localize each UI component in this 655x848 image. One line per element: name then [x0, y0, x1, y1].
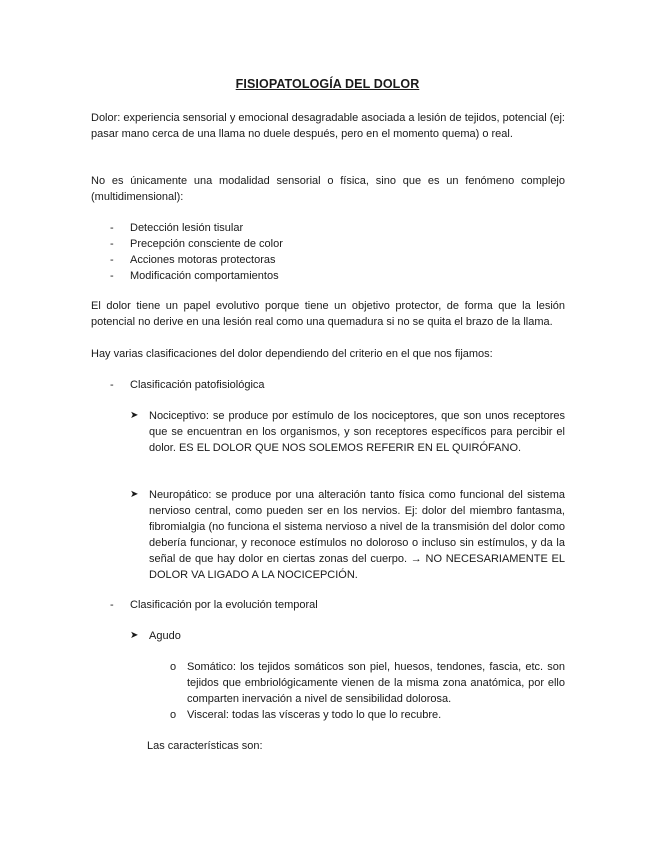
list-item: [110, 268, 279, 284]
list-item: [110, 220, 243, 236]
visceral-item: [170, 707, 565, 723]
classification-label: Clasificación por la evolución temporal: [130, 599, 318, 611]
list-item-text: Acciones motoras protectoras: [130, 254, 276, 266]
list-item: [110, 252, 276, 268]
definition-paragraph: Dolor: experiencia sensorial y emocional desagradable asociada a lesión de tejidos, potencial (ej: pasar mano cerca de una llama no duele después, pero en el momento quema) o real.: [91, 112, 565, 140]
circle-bullet: o: [170, 709, 177, 721]
neuropathic-item: [130, 487, 565, 583]
dash-marker: -: [110, 222, 114, 234]
nociceptive-item: [130, 408, 565, 472]
dash-marker: -: [110, 238, 114, 250]
dash-marker: -: [110, 379, 114, 391]
acute-item: [130, 628, 565, 644]
somatic-item: [170, 659, 565, 707]
acute-text: Agudo: [149, 630, 181, 642]
classification-heading: [110, 377, 265, 393]
arrow-bullet-icon: ➤: [130, 410, 139, 421]
nociceptive-text: Nociceptivo: se produce por estímulo de los nociceptores, que son unos receptores que se encuentran en los organismos, y son receptores específicos para percibir el dolor. ES EL DOLOR QUE NOS SOLEMOS REFERIR EN EL QUIRÓFANO.: [149, 410, 565, 454]
dash-marker: -: [110, 270, 114, 282]
classification-label: Clasificación patofisiológica: [130, 379, 265, 391]
arrow-bullet-icon: ➤: [130, 630, 139, 641]
arrow-bullet-icon: ➤: [130, 489, 139, 500]
page-title: FISIOPATOLOGÍA DEL DOLOR: [235, 77, 420, 91]
somatic-text: Somático: los tejidos somáticos son piel, huesos, tendones, fascia, etc. son tejidos que embriológicamente vienen de la misma zona anatómica, por ello comparten inervación a nivel de sensibilidad dolorosa.: [187, 661, 565, 705]
complex-paragraph: No es únicamente una modalidad sensorial o física, sino que es un fenómeno complejo (multidimensional):: [91, 175, 565, 203]
list-item-text: Modificación comportamientos: [130, 270, 279, 282]
classifications-intro: Hay varias clasificaciones del dolor dependiendo del criterio en el que nos fijamos:: [91, 348, 493, 360]
circle-bullet: o: [170, 661, 177, 673]
visceral-text: Visceral: todas las vísceras y todo lo que lo recubre.: [187, 709, 442, 721]
evolutive-paragraph: El dolor tiene un papel evolutivo porque tiene un objetivo protector, de forma que la lesión potencial no derive en una lesión real como una quemadura si no se quita el brazo de la llama.: [91, 300, 565, 328]
dash-marker: -: [110, 599, 114, 611]
list-item-text: Precepción consciente de color: [130, 238, 283, 250]
characteristics-label: Las características son:: [147, 740, 263, 752]
neuropathic-text: Neuropático: se produce por una alteración tanto física como funcional del sistema nervioso central, como pueden ser en los nervios. Ej: dolor del miembro fantasma, fibromialgia (no funciona el sistema nervioso a nivel de la transmisión del dolor como debería funcionar, y reconoce estímulos no doloroso o incluso sin estímulos, y da la señal de que hay dolor en ciertas zonas del cuerpo. → NO NECESARIAMENTE EL DOLOR VA LIGADO A LA NOCICEPCIÓN.: [149, 489, 565, 581]
classification-heading: [110, 597, 318, 613]
list-item: [110, 236, 283, 252]
list-item-text: Detección lesión tisular: [130, 222, 244, 234]
dash-marker: -: [110, 254, 114, 266]
